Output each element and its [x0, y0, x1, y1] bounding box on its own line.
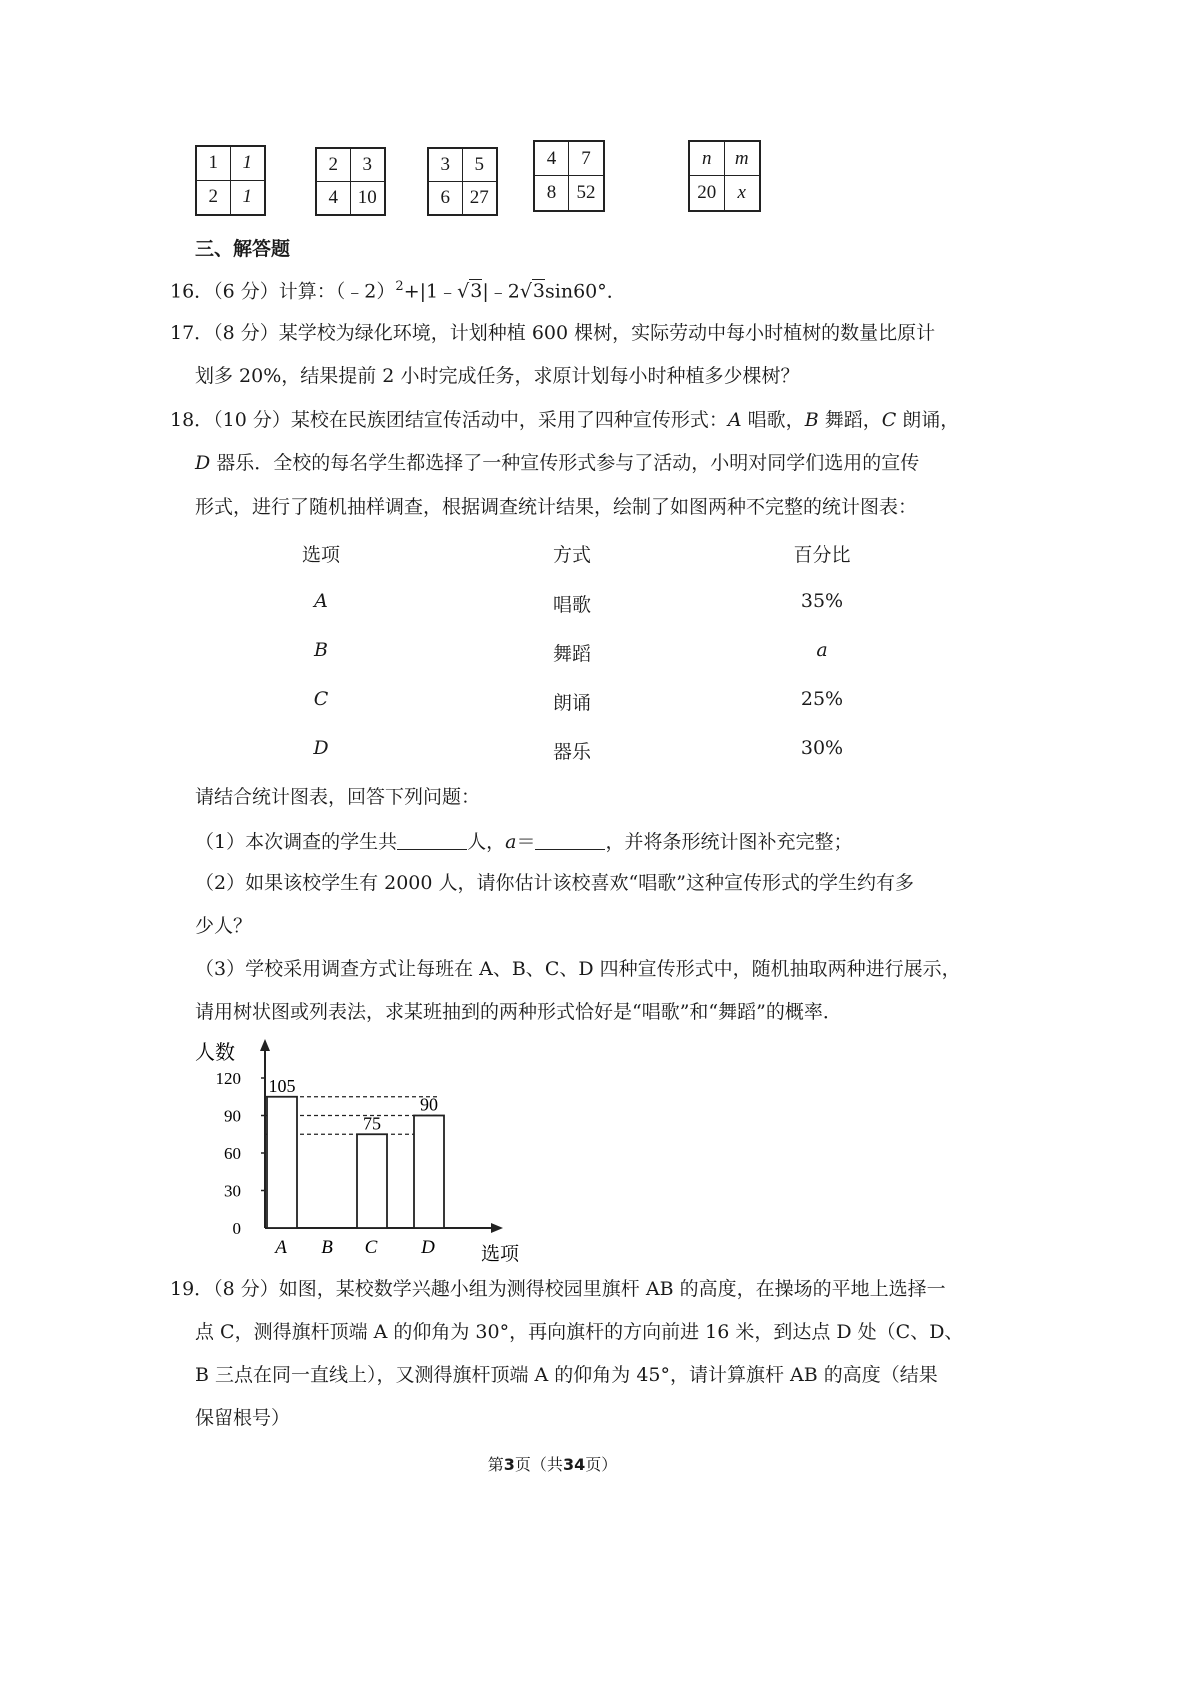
x-tick-label-A: A: [275, 1237, 287, 1258]
grid-cell-tr: 5: [463, 149, 497, 182]
bar-D: [414, 1116, 444, 1229]
x-axis-arrow: [491, 1223, 503, 1233]
grid-cell-tr: 7: [569, 142, 603, 176]
table-cell: a: [816, 639, 828, 661]
question-18-part1: （1）本次调查的学生共 人，a＝ ，并将条形统计图补充完整；: [195, 831, 853, 853]
number-grid-4: [533, 140, 605, 212]
question-18-line1: 18．（10 分）某校在民族团结宣传活动中，采用了四种宣传形式：A 唱歌，B 舞蹈，C 朗诵，: [170, 409, 960, 431]
page-footer: 第3页（共34页）: [487, 1455, 618, 1474]
grid-cell-bl: 20: [690, 176, 725, 210]
data-label-D: 90: [420, 1094, 438, 1115]
grid-cell-br: 10: [357, 186, 377, 208]
grid-cell-tr: m: [725, 142, 760, 176]
question-18-line2: D 器乐．全校的每名学生都选择了一种宣传形式参与了活动，小明对同学们选用的宣传: [195, 452, 920, 474]
table-cell: B: [314, 639, 328, 661]
number-grid-3: [427, 147, 498, 216]
y-axis-label: 人数: [195, 1040, 235, 1064]
data-label-A: 105: [268, 1075, 296, 1096]
page-number: 3: [503, 1455, 515, 1474]
bar-A: [267, 1097, 297, 1228]
table-cell: 舞蹈: [552, 643, 591, 665]
grid-cell-bl: 4: [317, 182, 351, 215]
number-grid-2: [315, 147, 386, 216]
table-header: 选项: [301, 544, 340, 566]
grid-cell-br: 52: [576, 182, 596, 203]
table-header: 方式: [552, 544, 591, 566]
y-tick-label: 90: [224, 1106, 241, 1126]
question-19-line1: 19．（8 分）如图，某校数学兴趣小组为测得校园里旗杆 AB 的高度，在操场的平地上选择一: [170, 1278, 946, 1300]
y-axis-arrow: [260, 1039, 270, 1051]
x-tick-label-C: C: [364, 1237, 378, 1258]
grid-cell-bl: 8: [535, 176, 569, 210]
question-18-line3: 形式，进行了随机抽样调查，根据调查统计结果，绘制了如图两种不完整的统计图表：: [195, 496, 918, 518]
bar-C: [357, 1134, 387, 1228]
total-pages: 34: [562, 1455, 586, 1474]
table-cell: C: [313, 688, 329, 710]
table-cell: A: [314, 590, 328, 612]
table-cell: 唱歌: [552, 594, 591, 616]
grid-cell-tr: 1: [231, 147, 265, 181]
question-18-part3-line1: （3）学校采用调查方式让每班在 A、B、C、D 四种宣传形式中，随机抽取两种进行展示，: [195, 958, 961, 980]
grid-cell-tl: 3: [429, 149, 463, 182]
question-16: 16．（6 分）计算：（﹣2）$^2$+|1﹣√3|﹣2√3sin60°．: [170, 279, 626, 303]
table-header: 百分比: [793, 544, 851, 566]
x-tick-label-B: B: [321, 1237, 333, 1258]
bar-chart: [185, 1035, 530, 1265]
table-cell: 朗诵: [552, 692, 591, 714]
grid-cell-bl: 6: [429, 182, 463, 215]
y-tick-label: 120: [215, 1069, 241, 1088]
grid-cell-br: 27: [469, 186, 489, 208]
grid-cell-br: x: [737, 182, 746, 203]
question-19-line2: 点 C，测得旗杆顶端 A 的仰角为 30°，再向旗杆的方向前进 16 米，到达点 D 处（C、D、: [195, 1321, 964, 1343]
question-18-prompt: 请结合统计图表，回答下列问题：: [195, 786, 481, 808]
table-cell: 35%: [800, 590, 844, 612]
grid-cell-tl: 2: [317, 149, 351, 182]
number-grid-1: [195, 145, 266, 216]
table-cell: D: [313, 737, 329, 759]
data-label-C: 75: [363, 1113, 381, 1134]
question-18-part2-line1: （2）如果该校学生有 2000 人，请你估计该校喜欢“唱歌”这种宣传形式的学生约有多: [195, 872, 914, 894]
grid-cell-tl: 4: [535, 142, 569, 176]
number-grid-5: [688, 140, 761, 212]
question-19-line4: 保留根号）: [195, 1407, 291, 1429]
y-tick-label: 30: [224, 1181, 241, 1201]
question-18-part3-line2: 请用树状图或列表法，求某班抽到的两种形式恰好是“唱歌”和“舞蹈”的概率．: [195, 1001, 842, 1023]
table-cell: 器乐: [552, 741, 591, 763]
question-19-line3: B 三点在同一直线上），又测得旗杆顶端 A 的仰角为 45°，请计算旗杆 AB 的高度（结果: [195, 1364, 938, 1386]
grid-cell-tr: 3: [351, 149, 385, 182]
y-tick-label: 0: [232, 1219, 241, 1238]
x-tick-label-D: D: [421, 1237, 435, 1258]
table-cell: 25%: [800, 688, 844, 710]
grid-cell-tl: 1: [197, 147, 231, 181]
x-axis-label: 选项: [481, 1243, 520, 1265]
question-17-line1: 17．（8 分）某学校为绿化环境，计划种植 600 棵树，实际劳动中每小时植树的数量比原计: [170, 322, 936, 344]
grid-cell-br: 1: [242, 186, 252, 208]
grid-cell-tl: n: [690, 142, 725, 176]
table-cell: 30%: [800, 737, 844, 759]
grid-cell-bl: 2: [197, 181, 231, 215]
y-tick-label: 60: [224, 1144, 241, 1163]
section-title: 三、解答题: [195, 238, 291, 260]
question-18-part2-line2: 少人？: [195, 915, 253, 937]
question-17-line2: 划多 20%，结果提前 2 小时完成任务，求原计划每小时种植多少棵树？: [195, 365, 800, 387]
